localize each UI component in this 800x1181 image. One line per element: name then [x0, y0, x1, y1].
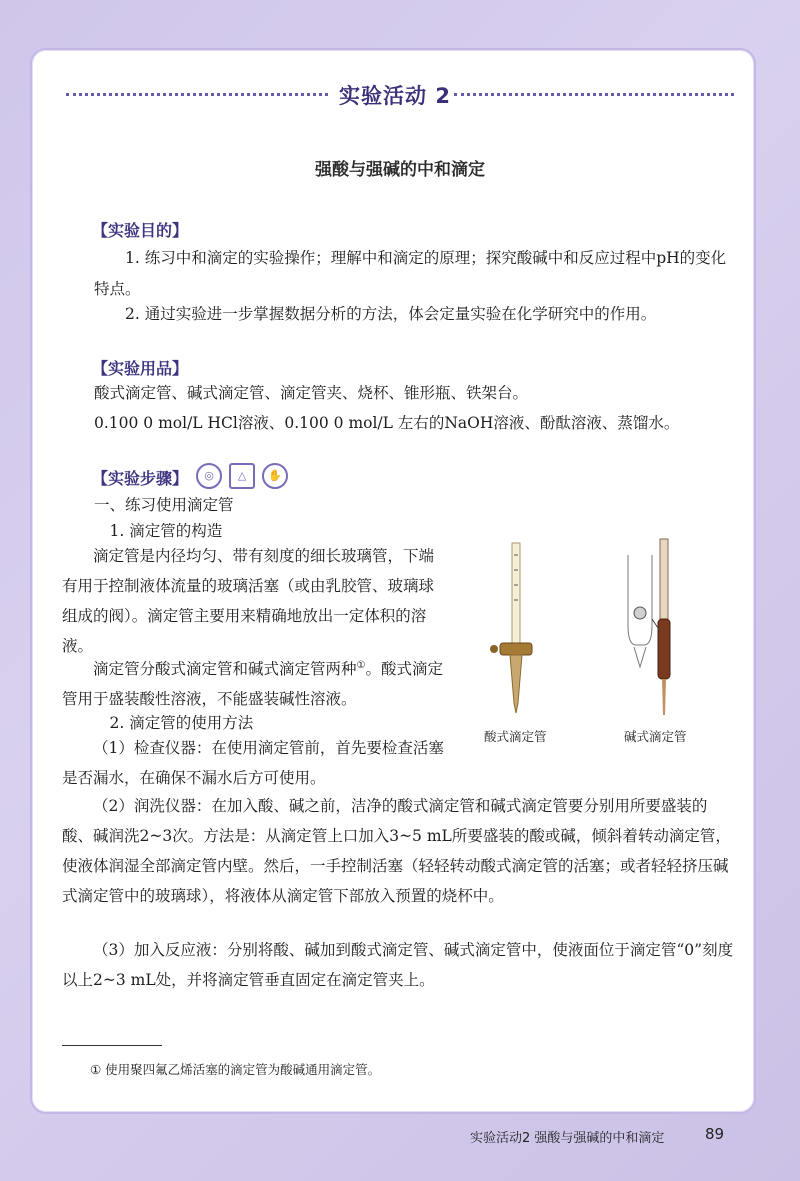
step-subheading-1: 一、练习使用滴定管	[94, 496, 234, 514]
caption-base-burette: 碱式滴定管	[624, 729, 687, 744]
materials-item-2: 0.100 0 mol/L HCl溶液、0.100 0 mol/L 左右的NaOH溶液、酚酞溶液、蒸馏水。	[94, 414, 680, 432]
activity-heading	[66, 80, 734, 108]
caption-acid-burette: 酸式滴定管	[484, 729, 547, 744]
step-subheading-1-2: 2. 滴定管的使用方法	[109, 714, 254, 732]
materials-heading: 【实验用品】	[92, 359, 189, 378]
dotted-rule-left	[66, 93, 328, 96]
burette-illustration	[468, 535, 730, 725]
usage-paragraph-1: （1）检查仪器：在使用滴定管前，首先要检查活塞是否漏水，在确保不漏水后方可使用。	[62, 739, 444, 787]
purpose-item-2: 2. 通过实验进一步掌握数据分析的方法，体会定量实验在化学研究中的作用。	[125, 305, 657, 323]
structure-paragraph-2: 滴定管分酸式滴定管和碱式滴定管两种①。酸式滴定管用于盛装酸性溶液，不能盛装碱性溶液。	[62, 660, 443, 709]
materials-item-1: 酸式滴定管、碱式滴定管、滴定管夹、烧杯、锥形瓶、铁架台。	[94, 384, 529, 402]
activity-title: 实验活动 2	[339, 84, 451, 108]
steps-heading: 【实验步骤】	[92, 469, 189, 488]
step-subheading-1-1: 1. 滴定管的构造	[109, 522, 223, 540]
running-title: 实验活动2 强酸与强碱的中和滴定	[470, 1131, 665, 1146]
acid-burette	[490, 543, 532, 713]
purpose-heading: 【实验目的】	[92, 221, 189, 240]
footnote: ① 使用聚四氟乙烯活塞的滴定管为酸碱通用滴定管。	[90, 1062, 381, 1077]
document-title: 强酸与强碱的中和滴定	[315, 160, 485, 180]
structure-paragraph-1: 滴定管是内径均匀、带有刻度的细长玻璃管，下端有用于控制液体流量的玻璃活塞（或由乳胶管、玻璃球组成的阀）。滴定管主要用来精确地放出一定体积的溶液。	[62, 547, 435, 655]
usage-paragraph-3: （3）加入反应液：分别将酸、碱加到酸式滴定管、碱式滴定管中，使液面位于滴定管“0”刻度以上2~3 mL处，并将滴定管垂直固定在滴定管夹上。	[62, 941, 734, 989]
dotted-rule-right	[454, 93, 734, 96]
footnote-rule	[62, 1045, 162, 1046]
burette-figure	[468, 535, 730, 750]
safety-icons	[196, 463, 290, 489]
page-number: 89	[705, 1125, 725, 1143]
base-burette	[628, 539, 670, 715]
purpose-item-1: 1. 练习中和滴定的实验操作；理解中和滴定的原理；探究酸碱中和反应过程中pH的变化特点。	[94, 249, 727, 298]
hand-wash-icon: ✋	[262, 463, 288, 489]
goggles-icon: ◎	[196, 463, 222, 489]
usage-paragraph-2: （2）润洗仪器：在加入酸、碱之前，洁净的酸式滴定管和碱式滴定管要分别用所要盛装的酸、碱润洗2~3次。方法是：从滴定管上口加入3~5 mL所要盛装的酸或碱，倾斜着转动滴定管，使液体润湿全部滴定管内壁。然后，一手控制活塞（轻轻转动酸式滴定管的活塞；或者轻轻挤压碱式滴定管中的玻璃球），将液体从滴定管下部放入预置的烧杯中。	[62, 797, 731, 905]
hazard-icon: △	[229, 463, 255, 489]
